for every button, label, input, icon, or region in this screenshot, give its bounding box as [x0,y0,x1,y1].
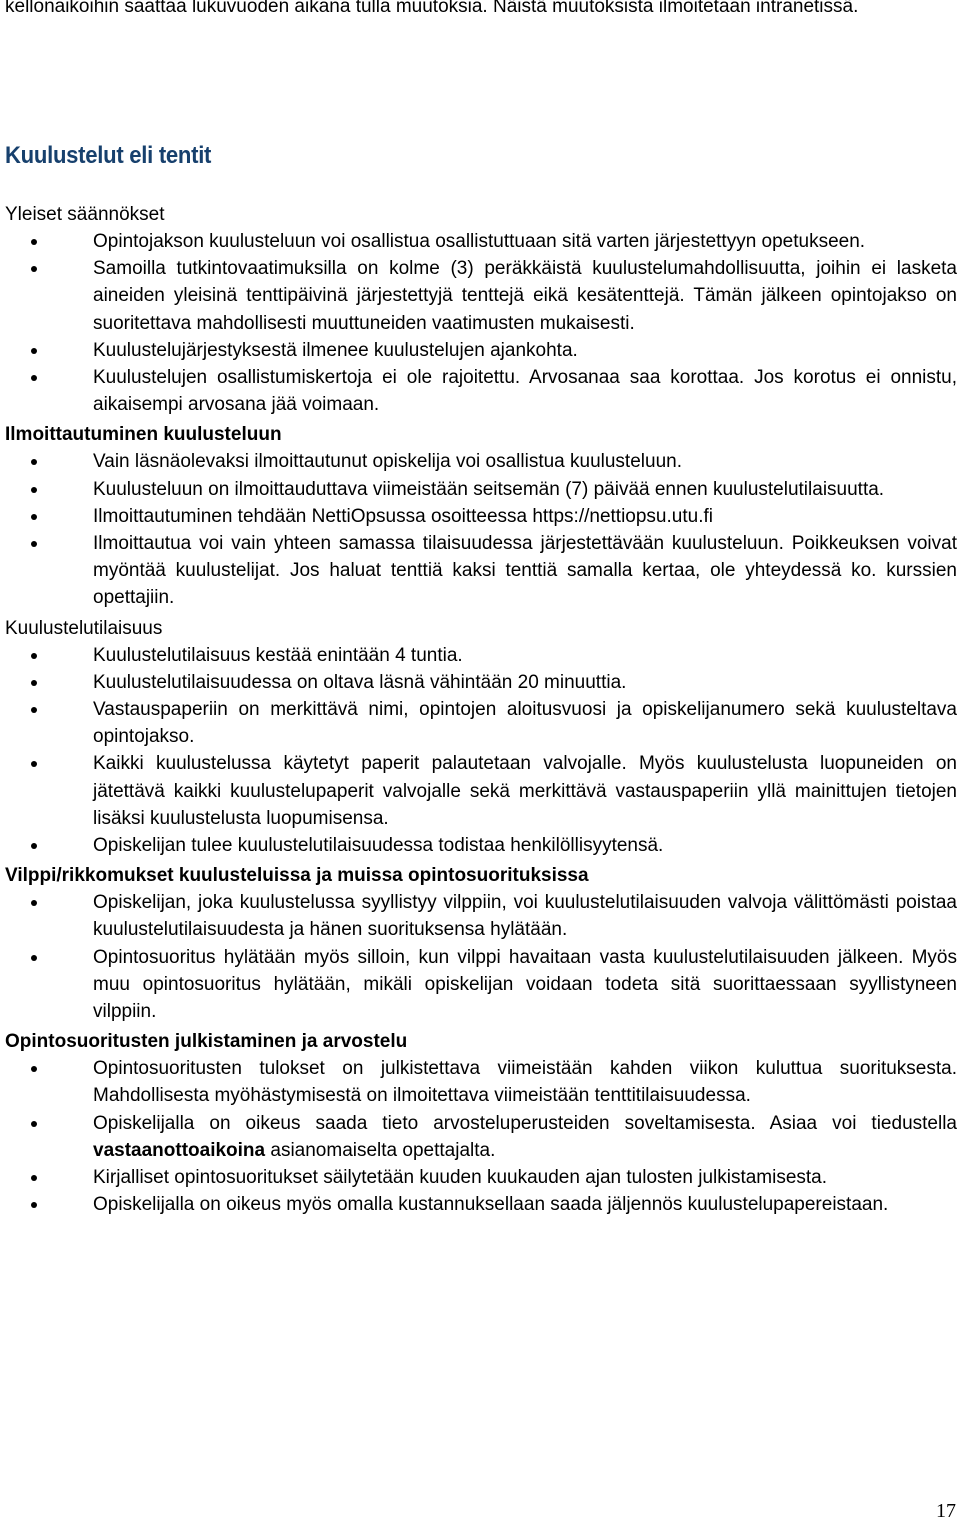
list-item: Vastauspaperiin on merkittävä nimi, opintojen aloitusvuosi ja opiskelijanumero sekä kuulusteltava opintojakso. [5,696,957,750]
bullet-icon [31,239,37,245]
bullet-icon [31,1202,37,1208]
list-item: Kuulusteluun on ilmoittauduttava viimeistään seitsemän (7) päivää ennen kuulustelutilaisuutta. [5,476,957,503]
bullet-icon [31,487,37,493]
list-item: Samoilla tutkintovaatimuksilla on kolme (3) peräkkäistä kuulustelumahdollisuutta, joihin ei lasketa aineiden yleisinä tenttipäivinä järjestettyjä tenttejä eikä kesätenttejä. Tämän jälkeen opintojakso on suoritettava mahdollisesti muuttuneiden vaatimusten mukaisesti. [5,255,957,337]
section-heading: Vilppi/rikkomukset kuulusteluissa ja muissa opintosuorituksissa [5,865,589,887]
bullet-list [5,228,957,418]
page-number: 17 [936,1500,956,1522]
section-results [5,1029,957,1218]
bullet-icon [31,955,37,961]
section-general-rules [5,202,957,418]
list-item: Opintosuoritus hylätään myös silloin, kun vilppi havaitaan vasta kuulustelutilaisuuden jälkeen. Myös muu opintosuoritus hylätään, mikäli opiskelijan voidaan todeta sitä suorittaessaan syyllistyneen vilppiin. [5,944,957,1026]
section-exam-session [5,616,957,860]
bullet-icon [31,707,37,713]
intro-paragraph: kellonaikoihin saattaa lukuvuoden aikana tulla muutoksia. Näistä muutoksista ilmoitetaan intranetissä. [5,0,859,17]
list-item: Opiskelijan, joka kuulustelussa syyllistyy vilppiin, voi kuulustelutilaisuuden valvoja välittömästi poistaa kuulustelutilaisuudesta ja hänen suorituksensa hylätään. [5,889,957,943]
bullet-icon [31,653,37,659]
list-item: Kaikki kuulustelussa käytetyt paperit palautetaan valvojalle. Myös kuulustelusta luopuneiden on jätettävä kaikki kuulustelupaperit valvojalle sekä merkittävä vastauspaperiin yllä mainittujen tietojen lisäksi kuulustelusta luopumisensa. [5,750,957,832]
list-item: Kuulustelujen osallistumiskertoja ei ole rajoitettu. Arvosanaa saa korottaa. Jos korotus ei onnistu, aikaisempi arvosana jää voimaan. [5,364,957,418]
bullet-icon [31,1175,37,1181]
list-item: Ilmoittautuminen tehdään NettiOpsussa osoitteessa https://nettiopsu.utu.fi [5,503,957,530]
bullet-icon [31,348,37,354]
bullet-list [5,889,957,1025]
section-heading: Yleiset säännökset [5,204,165,225]
bullet-icon [31,459,37,465]
list-item: Kirjalliset opintosuoritukset säilytetään kuuden kuukauden ajan tulosten julkistamisesta. [5,1164,957,1191]
section-registration [5,422,957,611]
main-heading: Kuulustelut eli tentit [5,142,212,169]
bullet-icon [31,1121,37,1127]
bullet-icon [31,541,37,547]
list-item: Opiskelijalla on oikeus myös omalla kustannuksellaan saada jäljennös kuulustelupapereistaan. [5,1191,957,1218]
bullet-list [5,642,957,860]
list-item: Opintosuoritusten tulokset on julkistettava viimeistään kahden viikon kuluttua suorituksesta. Mahdollisesta myöhästymisestä on ilmoitettava viimeistään tenttitilaisuudessa. [5,1055,957,1109]
list-item: Kuulustelutilaisuus kestää enintään 4 tuntia. [5,642,957,669]
list-item: Kuulustelujärjestyksestä ilmenee kuulustelujen ajankohta. [5,337,957,364]
bullet-icon [31,843,37,849]
bullet-list [5,448,957,611]
bullet-icon [31,1066,37,1072]
emphasis-text: vastaanottoaikoina [93,1139,266,1161]
list-item: Vain läsnäolevaksi ilmoittautunut opiskelija voi osallistua kuulusteluun. [5,448,957,475]
sections-container [5,202,957,1219]
list-item: Opintojakson kuulusteluun voi osallistua osallistuttuaan sitä varten järjestettyyn opetukseen. [5,228,957,255]
section-heading: Kuulustelutilaisuus [5,617,163,639]
section-cheating [5,863,957,1025]
bullet-icon [31,680,37,686]
section-heading: Ilmoittautuminen kuulusteluun [5,424,282,446]
section-heading: Opintosuoritusten julkistaminen ja arvostelu [5,1031,408,1053]
document-page [5,0,957,1216]
list-item: Kuulustelutilaisuudessa on oltava läsnä vähintään 20 minuuttia. [5,669,957,696]
bullet-icon [31,514,37,520]
list-item: Ilmoittautua voi vain yhteen samassa tilaisuudessa järjestettävään kuulusteluun. Poikkeuksen voivat myöntää kuulustelijat. Jos haluat tenttiä kaksi tenttiä samalla kertaa, ole yhteydessä ko. kurssien opettajiin. [5,530,957,612]
bullet-icon [31,266,37,272]
bullet-icon [31,375,37,381]
bullet-icon [31,761,37,767]
list-item: Opiskelijan tulee kuulustelutilaisuudessa todistaa henkilöllisyytensä. [5,832,957,859]
list-item: Opiskelijalla on oikeus saada tieto arvosteluperusteiden soveltamisesta. Asiaa voi tiedustella vastaanottoaikoina asianomaiselta opettajalta. [5,1110,957,1164]
bullet-list [5,1055,957,1218]
bullet-icon [31,900,37,906]
